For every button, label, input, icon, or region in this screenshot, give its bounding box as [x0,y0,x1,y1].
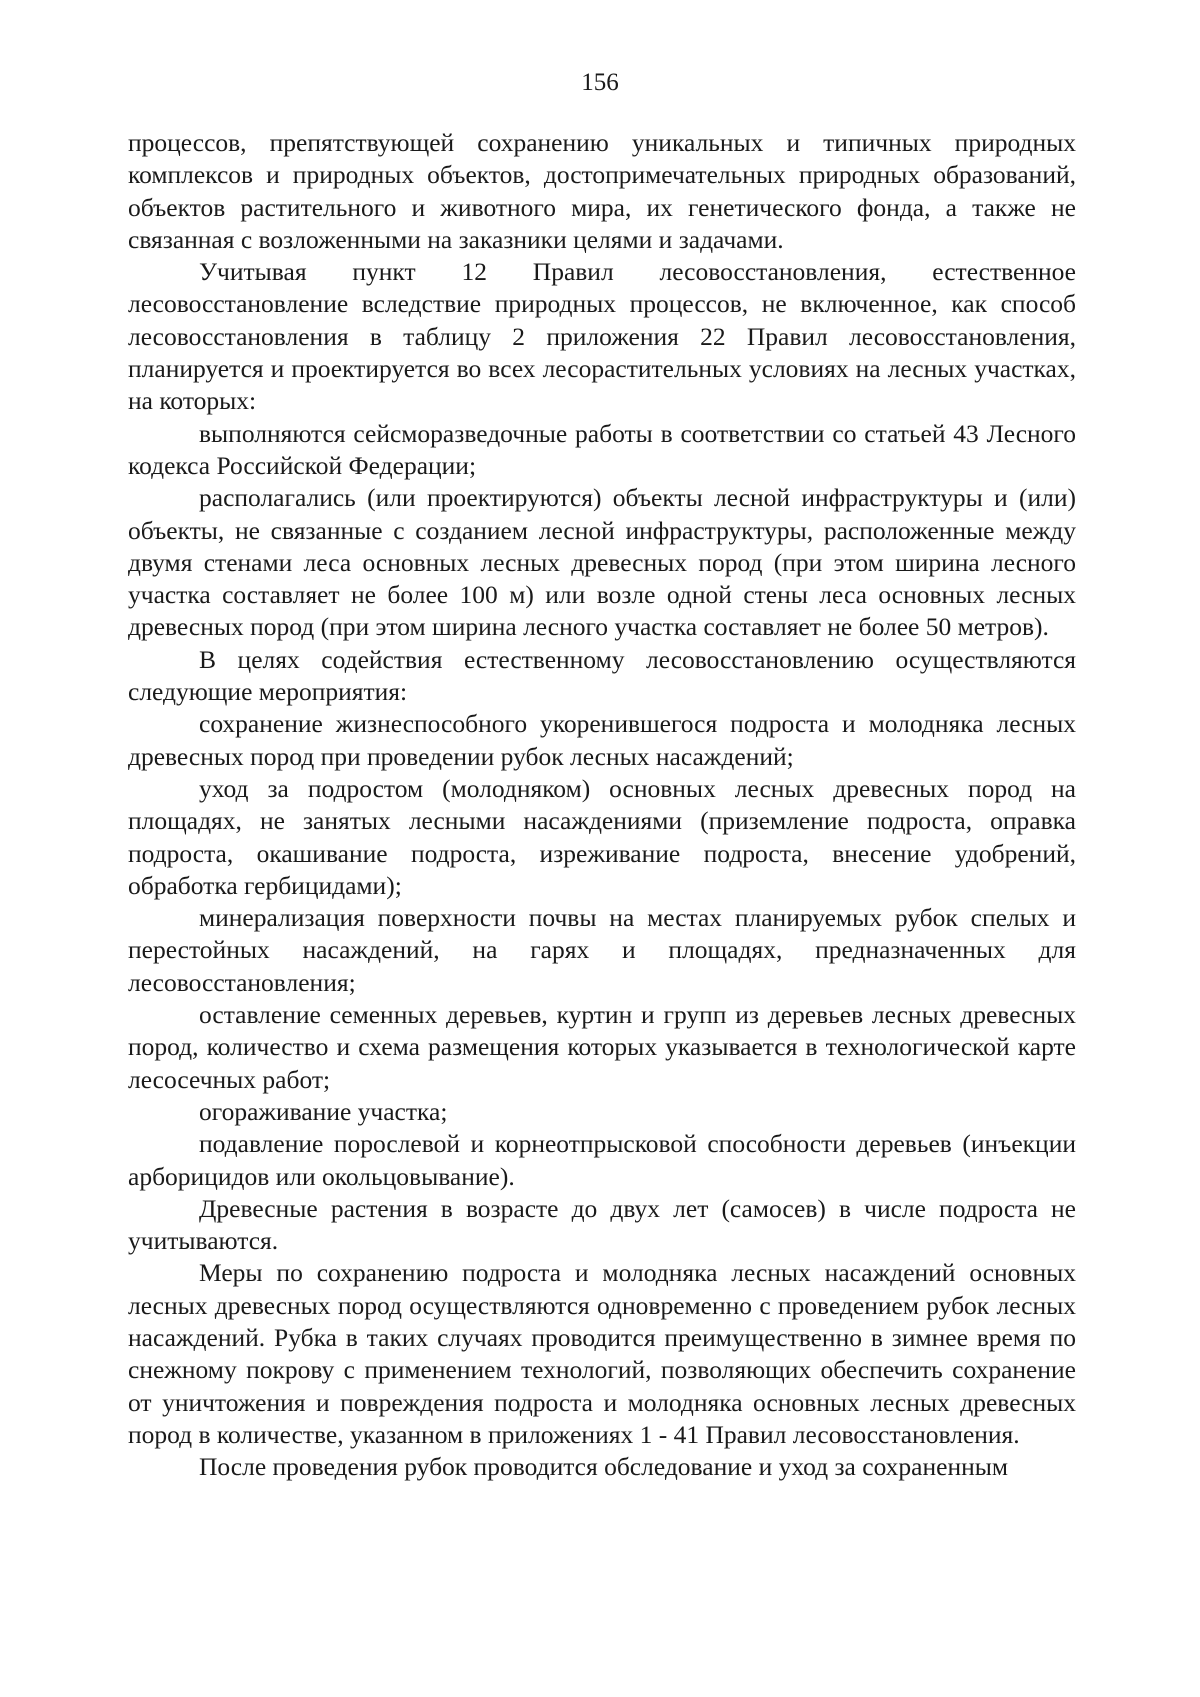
paragraph: минерализация поверхности почвы на местах планируемых рубок спелых и перестойных насаждений, на гарях и площадях, предназначенных для лесовосстановления; [128,903,1076,997]
paragraph: сохранение жизнеспособного укоренившегося подроста и молодняка лесных древесных пород при проведении рубок лесных насаждений; [128,709,1076,771]
paragraph: оставление семенных деревьев, куртин и групп из деревьев лесных древесных пород, количество и схема размещения которых указывается в технологической карте лесосечных работ; [128,1000,1076,1094]
paragraph: В целях содействия естественному лесовосстановлению осуществляются следующие мероприятия: [128,644,1076,707]
document-body [128,127,1076,1483]
paragraph: После проведения рубок проводится обследование и уход за сохраненным [199,1452,1009,1482]
paragraph: подавление порослевой и корнеотпрысковой способности деревьев (инъекции арборицидов или окольцовывание). [128,1129,1076,1191]
paragraph: Древесные растения в возрасте до двух лет (самосев) в числе подроста не учитываются. [128,1193,1076,1256]
paragraph: процессов, препятствующей сохранению уникальных и типичных природных комплексов и природных объектов, достопримечательных природных образований, объектов растительного и животного мира, их генетического фонда, а также не связанная с возложенными на заказники целями и задачами. [128,128,1076,254]
page-number: 156 [581,69,619,96]
paragraph: располагались (или проектируются) объекты лесной инфраструктуры и (или) объекты, не связанные с созданием лесной инфраструктуры, расположенные между двумя стенами леса основных лесных древесных пород (при этом ширина лесного участка составляет не более 100 м) или возле одной стены леса основных лесных древесных пород (при этом ширина лесного участка составляет не более 50 метров). [128,483,1076,642]
paragraph: Меры по сохранению подроста и молодняка лесных насаждений основных лесных древесных пород осуществляются одновременно с проведением рубок лесных насаждений. Рубка в таких случаях проводится преимущественно в зимнее время по снежному покрову с применением технологий, позволяющих обеспечить сохранение от уничтожения и повреждения подроста и молодняка основных лесных древесных пород в количестве, указанном в приложениях 1 - 41 Правил лесовосстановления. [128,1258,1076,1449]
paragraph: уход за подростом (молодняком) основных лесных древесных пород на площадях, не занятых лесными насаждениями (приземление подроста, оправка подроста, окашивание подроста, изреживание подроста, внесение удобрений, обработка гербицидами); [128,773,1076,900]
paragraph: огораживание участка; [199,1096,448,1126]
paragraph: выполняются сейсморазведочные работы в соответствии со статьей 43 Лесного кодекса Российской Федерации; [128,418,1076,480]
paragraph: Учитывая пункт 12 Правил лесовосстановления, естественное лесовосстановление вследствие природных процессов, не включенное, как способ лесовосстановления в таблицу 2 приложения 22 Правил лесовосстановления, планируется и проектируется во всех лесорастительных условиях на лесных участках, на которых: [128,257,1076,416]
